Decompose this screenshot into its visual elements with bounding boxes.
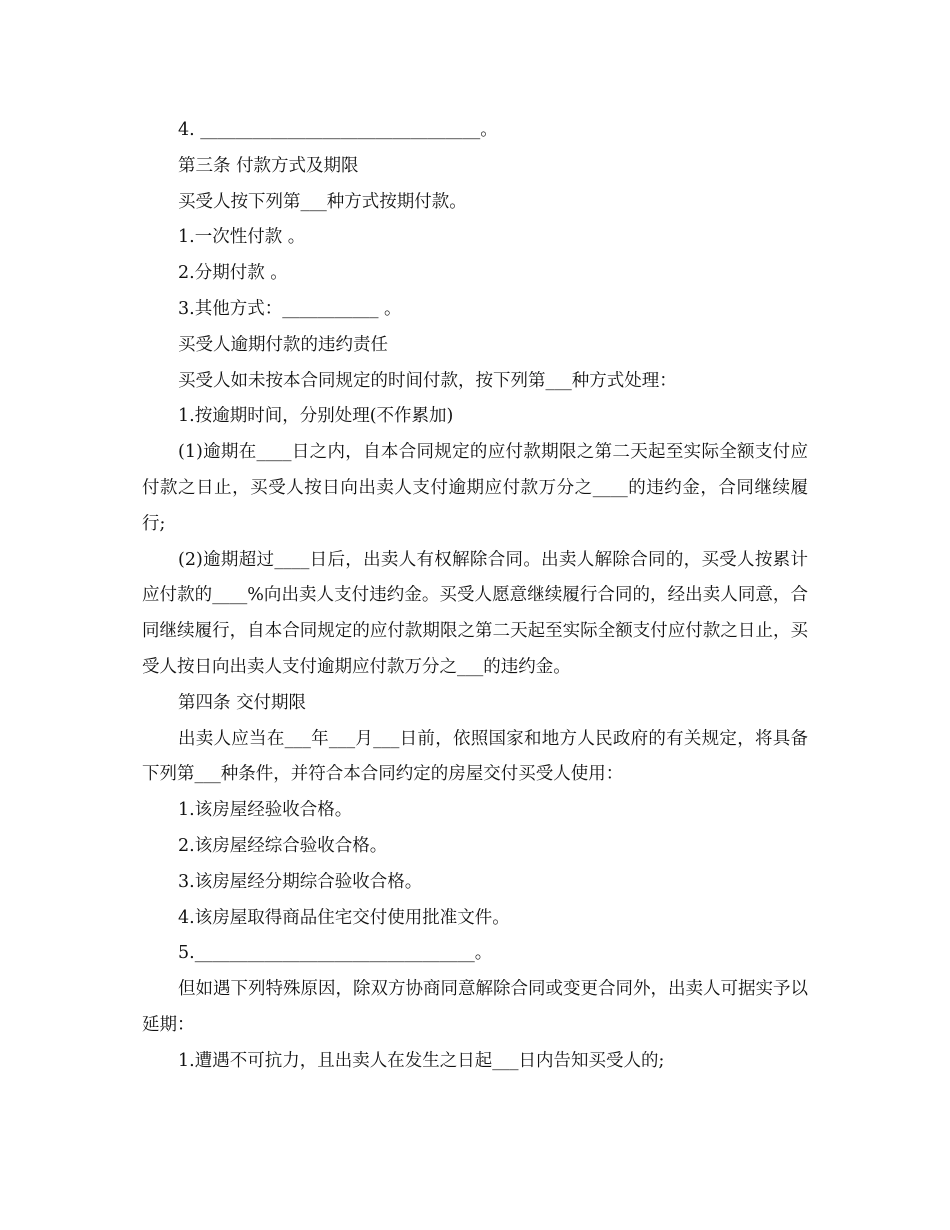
delivery-condition-3: 3.该房屋经分期综合验收合格。	[178, 871, 423, 892]
payment-option-lump-sum: 1.一次性付款 。	[178, 227, 306, 248]
late-payment-by-time: 1.按逾期时间，分别处理(不作累加)	[178, 406, 454, 427]
delay-reason-force-majeure: 1.遭遇不可抗力，且出卖人在发生之日起___日内告知买受人的;	[178, 1050, 665, 1071]
article-3-heading: 第三条 付款方式及期限	[178, 155, 359, 176]
clause-item-4-blank: 4. ________________________________。	[178, 120, 498, 140]
late-payment-case-1: (1)逾期在____日之内，自本合同规定的应付款期限之第二天起至实际全额支付应付款之日止，买受人按日向出卖人支付逾期应付款万分之____的违约金，合同继续履行;	[142, 442, 808, 534]
late-payment-liability-heading: 买受人逾期付款的违约责任	[178, 334, 388, 355]
delivery-condition-5-blank: 5.________________________________。	[178, 943, 493, 964]
delivery-condition-1: 1.该房屋经验收合格。	[178, 800, 353, 821]
delivery-condition-4: 4.该房屋取得商品住宅交付使用批准文件。	[178, 907, 510, 928]
document-body	[142, 113, 808, 1080]
payment-option-other: 3.其他方式：___________ 。	[178, 298, 402, 319]
late-payment-case-2: (2)逾期超过____日后，出卖人有权解除合同。出卖人解除合同的，买受人按累计应付款的____%向出卖人支付违约金。买受人愿意继续履行合同的，经出卖人同意，合同继续履行，自本合同规定的应付款期限之第二天起至实际全额支付应付款之日止，买受人按日向出卖人支付逾期应付款万分之___的违约金。	[142, 549, 808, 677]
article-4-heading: 第四条 交付期限	[178, 692, 307, 713]
late-payment-handling: 买受人如未按本合同规定的时间付款，按下列第___种方式处理：	[178, 370, 677, 391]
payment-method-choice: 买受人按下列第___种方式按期付款。	[178, 191, 467, 212]
delay-exception-clause: 但如遇下列特殊原因，除双方协商同意解除合同或变更合同外，出卖人可据实予以延期：	[142, 979, 808, 1035]
delivery-deadline-clause: 出卖人应当在___年___月___日前，依照国家和地方人民政府的有关规定，将具备下列第___种条件，并符合本合同约定的房屋交付买受人使用：	[142, 728, 808, 785]
payment-option-installment: 2.分期付款 。	[178, 263, 288, 284]
delivery-condition-2: 2.该房屋经综合验收合格。	[178, 835, 388, 856]
